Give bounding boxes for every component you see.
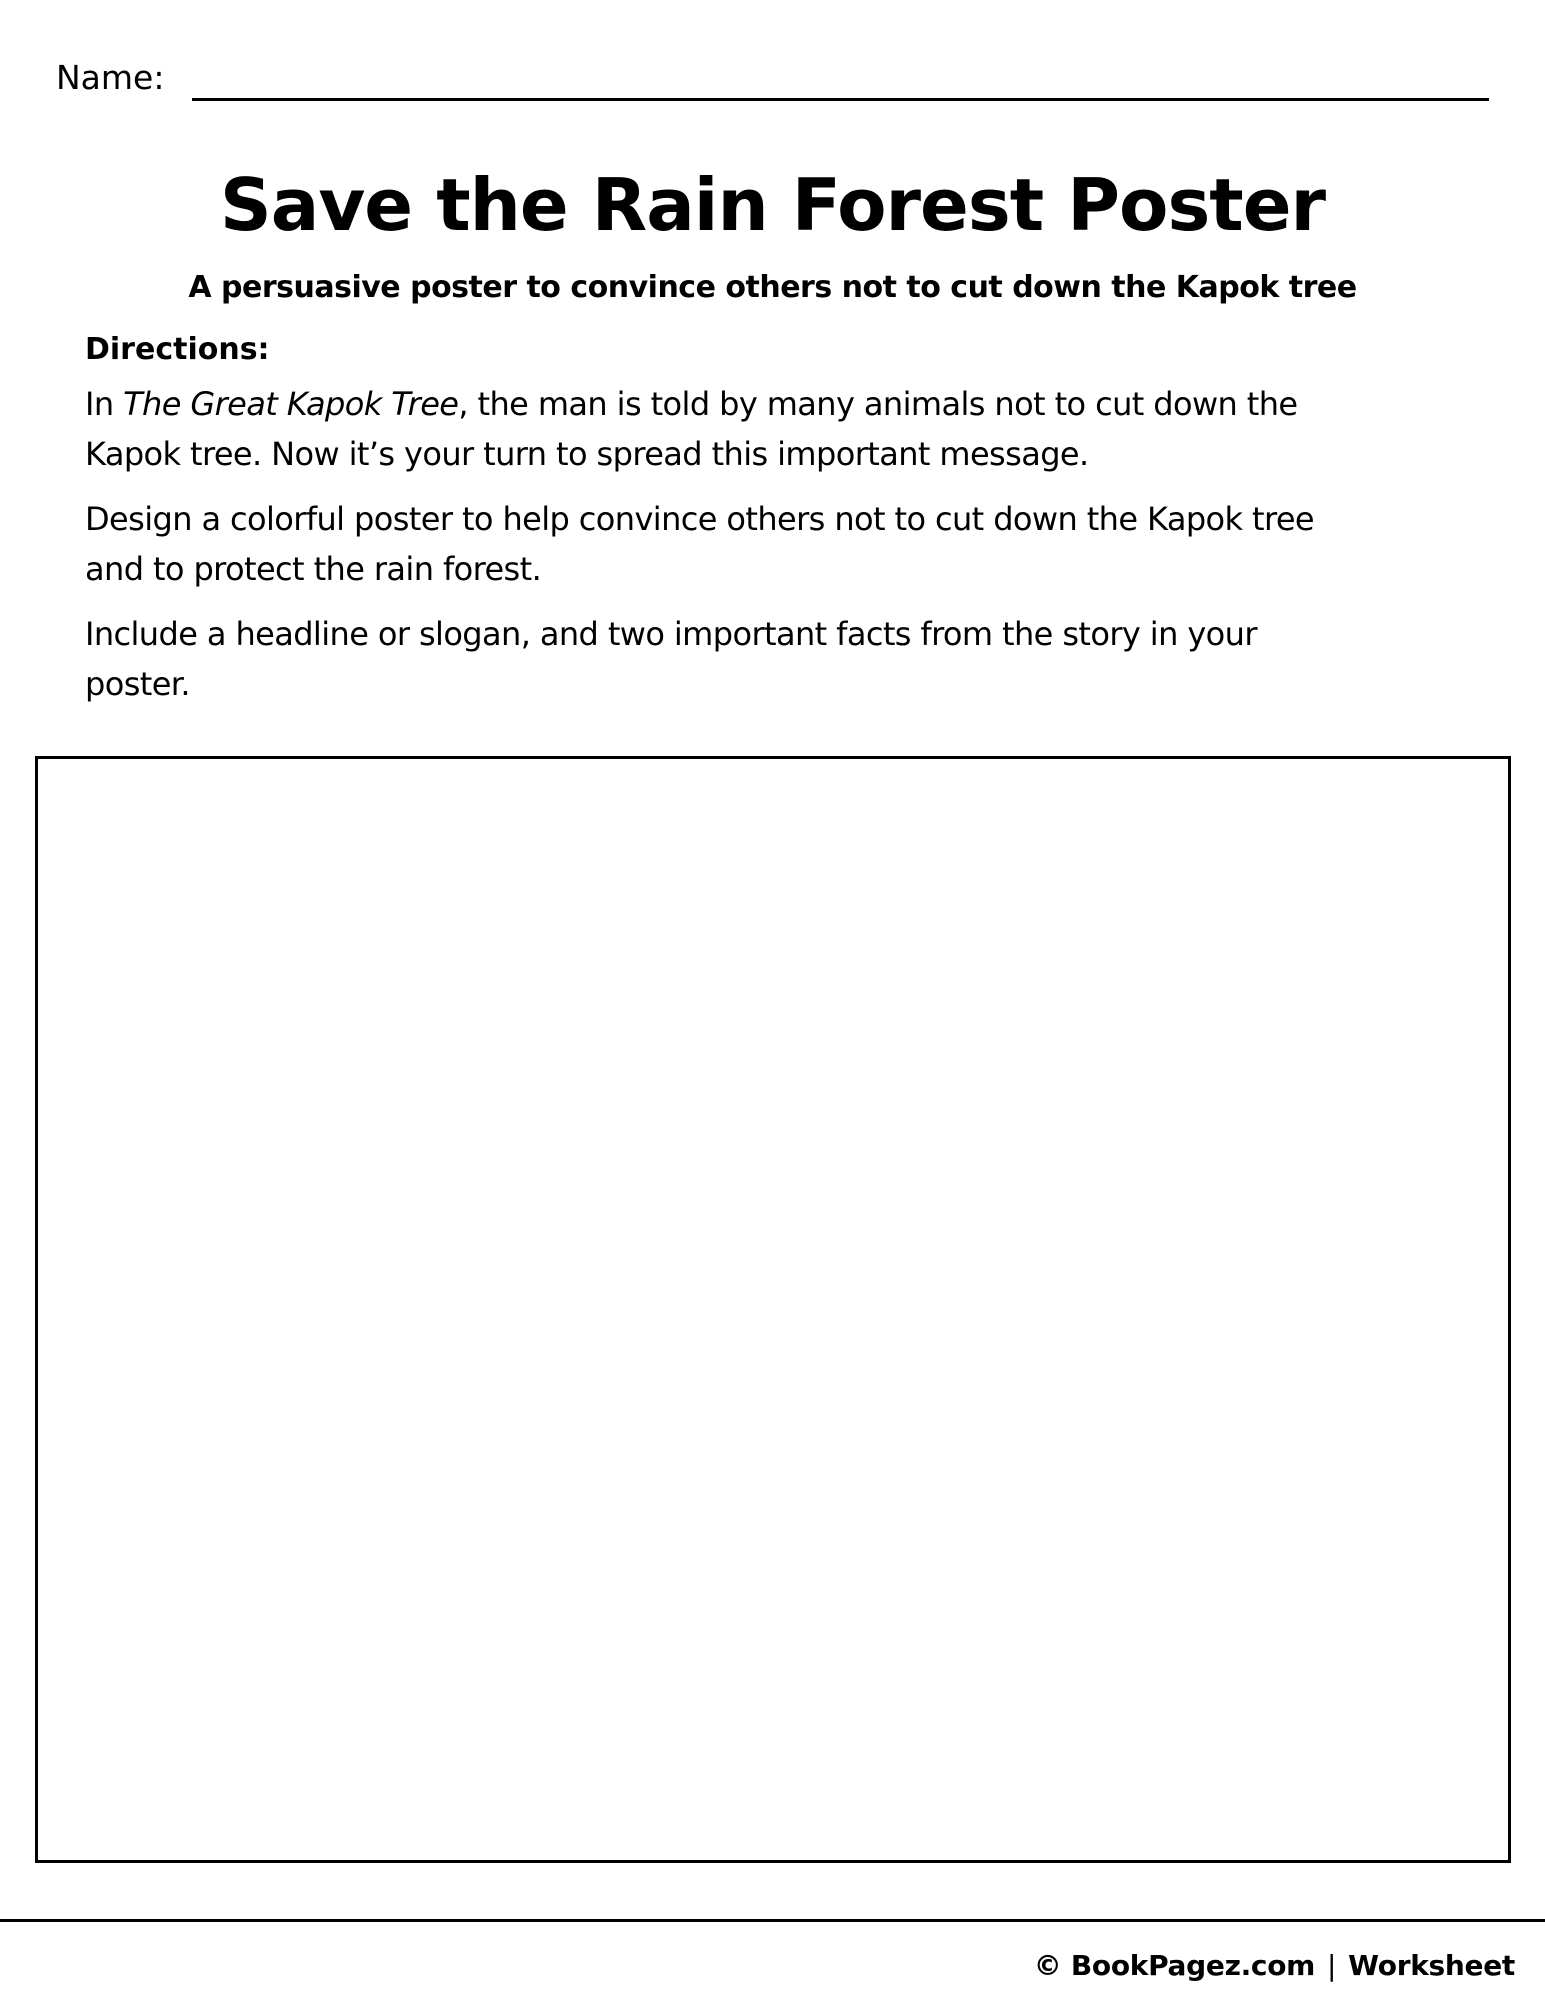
text-span: In xyxy=(85,385,124,423)
footer-divider xyxy=(0,1919,1545,1922)
page-title: Save the Rain Forest Poster xyxy=(219,163,1326,247)
directions-paragraph-3-line-2: poster. xyxy=(85,665,190,703)
page-subtitle: A persuasive poster to convince others not to cut down the Kapok tree xyxy=(188,270,1357,305)
poster-drawing-area[interactable] xyxy=(35,756,1511,1863)
footer xyxy=(1034,1948,1515,1984)
book-title: The Great Kapok Tree xyxy=(123,385,459,423)
name-input-line[interactable] xyxy=(192,98,1489,101)
document-type-label: Worksheet xyxy=(1348,1949,1515,1982)
directions-paragraph-1-line-2: Kapok tree. Now it’s your turn to spread this important message. xyxy=(85,435,1089,473)
directions-paragraph-3-line-1: Include a headline or slogan, and two important facts from the story in your xyxy=(85,615,1257,653)
directions-paragraph-2-line-2: and to protect the rain forest. xyxy=(85,550,542,588)
text-span: , the man is told by many animals not to cut down the xyxy=(458,385,1298,423)
directions-paragraph-2-line-1: Design a colorful poster to help convince others not to cut down the Kapok tree xyxy=(85,500,1314,538)
footer-separator: | xyxy=(1327,1949,1337,1982)
copyright-text: © BookPagez.com xyxy=(1033,1949,1316,1982)
directions-paragraph-1-line-1 xyxy=(85,384,1298,424)
name-label: Name: xyxy=(56,58,165,97)
directions-heading: Directions: xyxy=(85,332,270,367)
